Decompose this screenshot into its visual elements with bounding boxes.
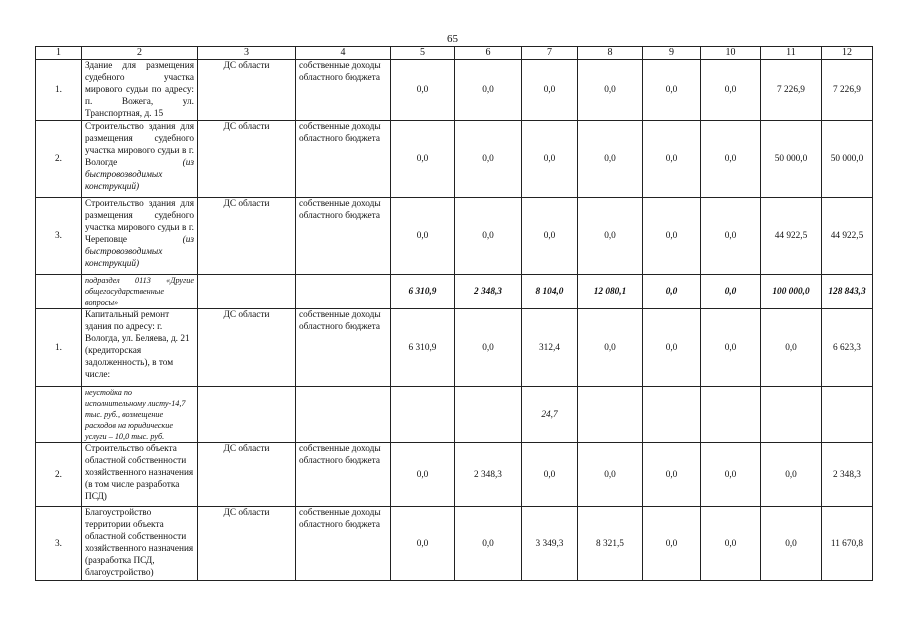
value-cell: 44 922,5 xyxy=(822,198,873,275)
value-cell: 0,0 xyxy=(578,309,643,387)
value-cell xyxy=(391,387,455,443)
budget-table xyxy=(35,46,873,581)
value-cell: 44 922,5 xyxy=(761,198,822,275)
value-cell: 3 349,3 xyxy=(522,507,578,581)
subsection-row xyxy=(36,275,873,309)
object-name-note: (из быстровозводимых конструкций) xyxy=(85,158,194,192)
value-cell: 0,0 xyxy=(643,60,701,121)
object-name: Строительство объекта областной собственности хозяйственного назначения (в том числе разработка ПСД) xyxy=(82,443,198,507)
value-cell: 0,0 xyxy=(578,121,643,198)
table-row xyxy=(36,309,873,387)
value-cell: 0,0 xyxy=(701,507,761,581)
subtotal-value: 8 104,0 xyxy=(522,275,578,309)
value-cell: 0,0 xyxy=(701,60,761,121)
column-header: 12 xyxy=(822,47,873,60)
value-cell: 2 348,3 xyxy=(822,443,873,507)
value-cell: 6 310,9 xyxy=(391,309,455,387)
column-header: 6 xyxy=(455,47,522,60)
value-cell: 0,0 xyxy=(643,309,701,387)
funding-source xyxy=(198,387,296,443)
finance-type: собственные доходы областного бюджета xyxy=(296,507,391,581)
value-cell: 2 348,3 xyxy=(455,443,522,507)
column-header: 3 xyxy=(198,47,296,60)
row-number xyxy=(36,387,82,443)
value-cell: 6 623,3 xyxy=(822,309,873,387)
value-cell: 0,0 xyxy=(643,507,701,581)
note-row xyxy=(36,387,873,443)
value-cell: 0,0 xyxy=(761,309,822,387)
object-name: Капитальный ремонт здания по адресу: г. Вологда, ул. Беляева, д. 21 (кредиторская задолженность), в том числе: xyxy=(82,309,198,387)
value-cell: 0,0 xyxy=(643,443,701,507)
object-name-text: Строительство здания для размещения судебного участка мирового судьи в г. Череповце xyxy=(85,199,194,245)
object-name: Здание для размещения судебного участка мирового судьи по адресу: п. Вожега, ул. Транспортная, д. 15 xyxy=(82,60,198,121)
value-cell xyxy=(578,387,643,443)
value-cell: 0,0 xyxy=(455,507,522,581)
table-row xyxy=(36,507,873,581)
value-cell: 0,0 xyxy=(578,198,643,275)
value-cell: 0,0 xyxy=(701,198,761,275)
value-cell: 0,0 xyxy=(701,121,761,198)
finance-type xyxy=(296,387,391,443)
value-cell: 50 000,0 xyxy=(822,121,873,198)
value-cell: 0,0 xyxy=(391,60,455,121)
value-cell xyxy=(455,387,522,443)
funding-source: ДС области xyxy=(198,60,296,121)
value-cell: 0,0 xyxy=(522,198,578,275)
finance-type: собственные доходы областного бюджета xyxy=(296,309,391,387)
value-cell: 0,0 xyxy=(522,60,578,121)
value-cell xyxy=(822,387,873,443)
object-name-note: (из быстровозводимых конструкций) xyxy=(85,235,194,269)
funding-source xyxy=(198,275,296,309)
column-header: 5 xyxy=(391,47,455,60)
value-cell: 8 321,5 xyxy=(578,507,643,581)
column-header: 4 xyxy=(296,47,391,60)
value-cell xyxy=(643,387,701,443)
value-cell: 0,0 xyxy=(391,198,455,275)
value-cell: 0,0 xyxy=(761,507,822,581)
header-row xyxy=(36,47,873,60)
object-name: Благоустройство территории объекта областной собственности хозяйственного назначения (разработка ПСД, благоустройство) xyxy=(82,507,198,581)
object-name xyxy=(82,198,198,275)
funding-source: ДС области xyxy=(198,198,296,275)
value-cell: 0,0 xyxy=(455,121,522,198)
value-cell: 0,0 xyxy=(391,121,455,198)
value-cell xyxy=(761,387,822,443)
table-row xyxy=(36,121,873,198)
subtotal-value: 128 843,3 xyxy=(822,275,873,309)
value-cell: 0,0 xyxy=(391,443,455,507)
value-cell xyxy=(701,387,761,443)
table-row xyxy=(36,443,873,507)
object-name xyxy=(82,121,198,198)
value-cell: 0,0 xyxy=(701,443,761,507)
funding-source: ДС области xyxy=(198,507,296,581)
column-header: 9 xyxy=(643,47,701,60)
value-cell: 0,0 xyxy=(455,60,522,121)
column-header: 8 xyxy=(578,47,643,60)
column-header: 2 xyxy=(82,47,198,60)
value-cell: 7 226,9 xyxy=(761,60,822,121)
row-number: 3. xyxy=(36,507,82,581)
column-header: 11 xyxy=(761,47,822,60)
column-header: 10 xyxy=(701,47,761,60)
subtotal-value: 0,0 xyxy=(701,275,761,309)
finance-type: собственные доходы областного бюджета xyxy=(296,121,391,198)
column-header: 1 xyxy=(36,47,82,60)
value-cell: 0,0 xyxy=(578,60,643,121)
subtotal-value: 6 310,9 xyxy=(391,275,455,309)
table-row xyxy=(36,198,873,275)
table-row xyxy=(36,60,873,121)
funding-source: ДС области xyxy=(198,121,296,198)
subtotal-value: 0,0 xyxy=(643,275,701,309)
value-cell: 0,0 xyxy=(643,121,701,198)
row-number: 1. xyxy=(36,60,82,121)
subtotal-value: 100 000,0 xyxy=(761,275,822,309)
value-cell: 0,0 xyxy=(455,198,522,275)
value-cell: 312,4 xyxy=(522,309,578,387)
value-cell: 0,0 xyxy=(522,443,578,507)
column-header: 7 xyxy=(522,47,578,60)
page-number: 65 xyxy=(447,33,458,45)
note-text: неустойка по исполнительному листу-14,7 тыс. руб., возмещение расходов на юридические услуги – 10,0 тыс. руб. xyxy=(82,387,198,443)
row-number: 3. xyxy=(36,198,82,275)
object-name-text: Строительство здания для размещения судебного участка мирового судьи в г. Вологде xyxy=(85,122,194,168)
value-cell: 0,0 xyxy=(455,309,522,387)
finance-type: собственные доходы областного бюджета xyxy=(296,443,391,507)
value-cell: 0,0 xyxy=(643,198,701,275)
funding-source: ДС области xyxy=(198,443,296,507)
funding-source: ДС области xyxy=(198,309,296,387)
value-cell: 11 670,8 xyxy=(822,507,873,581)
row-number xyxy=(36,275,82,309)
finance-type xyxy=(296,275,391,309)
row-number: 2. xyxy=(36,443,82,507)
row-number: 1. xyxy=(36,309,82,387)
value-cell: 50 000,0 xyxy=(761,121,822,198)
finance-type: собственные доходы областного бюджета xyxy=(296,60,391,121)
value-cell: 0,0 xyxy=(391,507,455,581)
value-cell: 7 226,9 xyxy=(822,60,873,121)
value-cell: 0,0 xyxy=(761,443,822,507)
subsection-name: подраздел 0113 «Другие общегосударственные вопросы» xyxy=(82,275,198,309)
subtotal-value: 12 080,1 xyxy=(578,275,643,309)
row-number: 2. xyxy=(36,121,82,198)
value-cell: 0,0 xyxy=(578,443,643,507)
value-cell: 0,0 xyxy=(701,309,761,387)
finance-type: собственные доходы областного бюджета xyxy=(296,198,391,275)
value-cell: 0,0 xyxy=(522,121,578,198)
value-cell: 24,7 xyxy=(522,387,578,443)
subtotal-value: 2 348,3 xyxy=(455,275,522,309)
